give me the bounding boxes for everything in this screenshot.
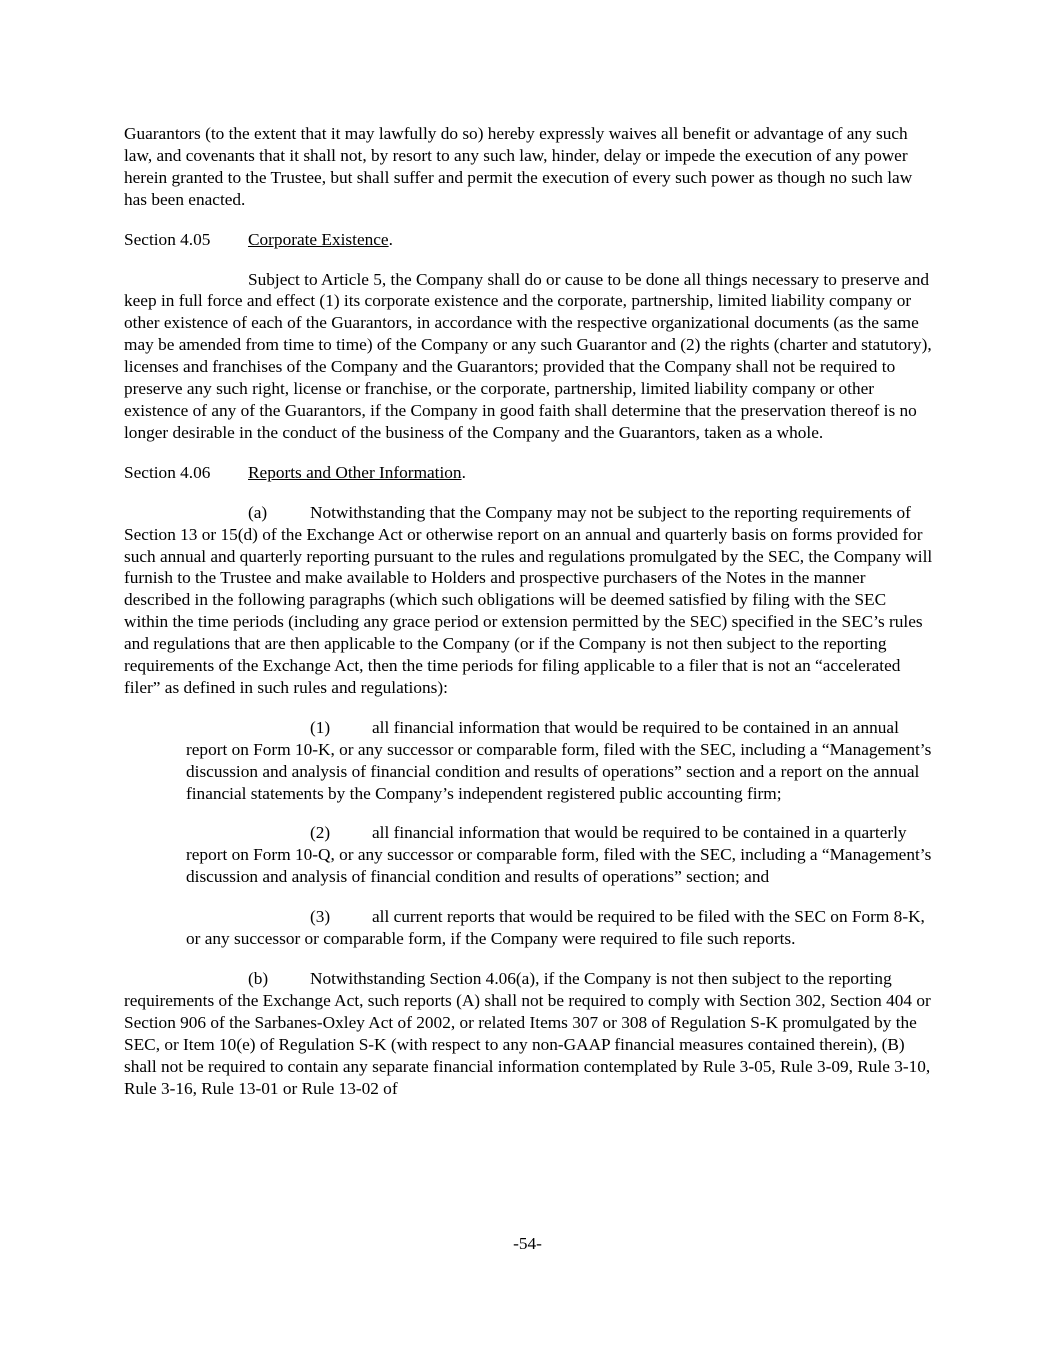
item-text: all current reports that would be required to be filed with the SEC on Form 8-K, or any successor or comparable form, if the Company were required to file such reports. [186,907,925,949]
section-4-06-heading [124,462,934,484]
item-text: all financial information that would be required to be contained in an annual report on Form 10-K, or any successor or comparable form, filed with the SEC, including a “Management’s discussion and analysis of financial condition and results of operations” section and a report on the annual financial statements by the Company’s independent registered public accounting firm; [186,717,932,803]
item-label: (1) [310,717,331,737]
list-item [186,717,934,805]
paragraph-label: (a) [248,502,268,522]
paragraph-label: (b) [248,969,269,988]
section-title-suffix: . [388,229,393,249]
paragraph-text: Notwithstanding that the Company may not be subject to the reporting requirements of Section 13 or 15(d) of the Exchange Act or otherwise report on an annual and quarterly basis on forms provided for such annual and quarterly reporting pursuant to the rules and regulations promulgated by the SEC, the Company will furnish to the Trustee and make available to Holders and prospective purchasers of the Notes in the manner described in the following paragraphs (which such obligations will be deemed satisfied by filing with the SEC within the time periods (including any grace period or extension permitted by the SEC) specified in the SEC’s rules and regulations that are then applicable to the Company (or if the Company is not then subject to the reporting requirements of the Exchange Act, then the time periods for filing applicable to a filer that is not an “accelerated filer” as defined in such rules and regulations): [124,502,933,697]
list-item [186,822,934,888]
section-title: Reports and Other Information [248,462,462,482]
item-label: (2) [310,823,331,843]
section-number: Section 4.05 [124,229,211,249]
paragraph-text: Notwithstanding Section 4.06(a), if the Company is not then subject to the reporting requirements of the Exchange Act, such reports (A) shall not be required to comply with Section 302, Section 404 or Section 906 of the Sarbanes-Oxley Act of 2002, or related Items 307 or 308 of Regulation S-K promulgated by the SEC, or Item 10(e) of Regulation S-K (with respect to any non-GAAP financial measures contained therein), (B) shall not be required to contain any separate financial information contemplated by Rule 3-05, Rule 3-09, Rule 3-10, Rule 3-16, Rule 13-01 or Rule 13-02 of [124,969,931,1098]
list-item [186,906,934,950]
section-title-suffix: . [461,462,466,482]
section-4-05-body: Subject to Article 5, the Company shall do or cause to be done all things necessary to preserve and keep in full force and effect (1) its corporate existence and the corporate, partnership, limited liability company or other existence of each of the Guarantors, in accordance with the respective organizational documents (as the same may be amended from time to time) of the Company or any such Guarantor and (2) the rights (charter and statutory), licenses and franchises of the Company and the Guarantors; provided that the Company shall not be required to preserve any such right, license or franchise, or the corporate, partnership, limited liability company or other existence of any of the Guarantors, if the Company in good faith shall determine that the preservation thereof is no longer desirable in the conduct of the business of the Company and the Guarantors, taken as a whole. [124,269,932,442]
document-page [124,123,934,1099]
section-title: Corporate Existence [248,229,389,249]
paragraph-b [124,968,934,1099]
page-number: -54- [513,1234,542,1253]
item-label: (3) [310,907,331,927]
opening-paragraph: Guarantors (to the extent that it may lawfully do so) hereby expressly waives all benefit or advantage of any such law, and covenants that it shall not, by resort to any such law, hinder, delay or impede the execution of any power herein granted to the Trustee, but shall suffer and permit the execution of every such power as though no such law has been enacted. [124,124,913,209]
section-number: Section 4.06 [124,462,211,482]
item-text: all financial information that would be required to be contained in a quarterly report on Form 10-Q, or any successor or comparable form, filed with the SEC, including a “Management’s discussion and analysis of financial condition and results of operations” section; and [186,823,932,887]
section-4-05-heading [124,229,934,251]
paragraph-a [124,502,934,699]
